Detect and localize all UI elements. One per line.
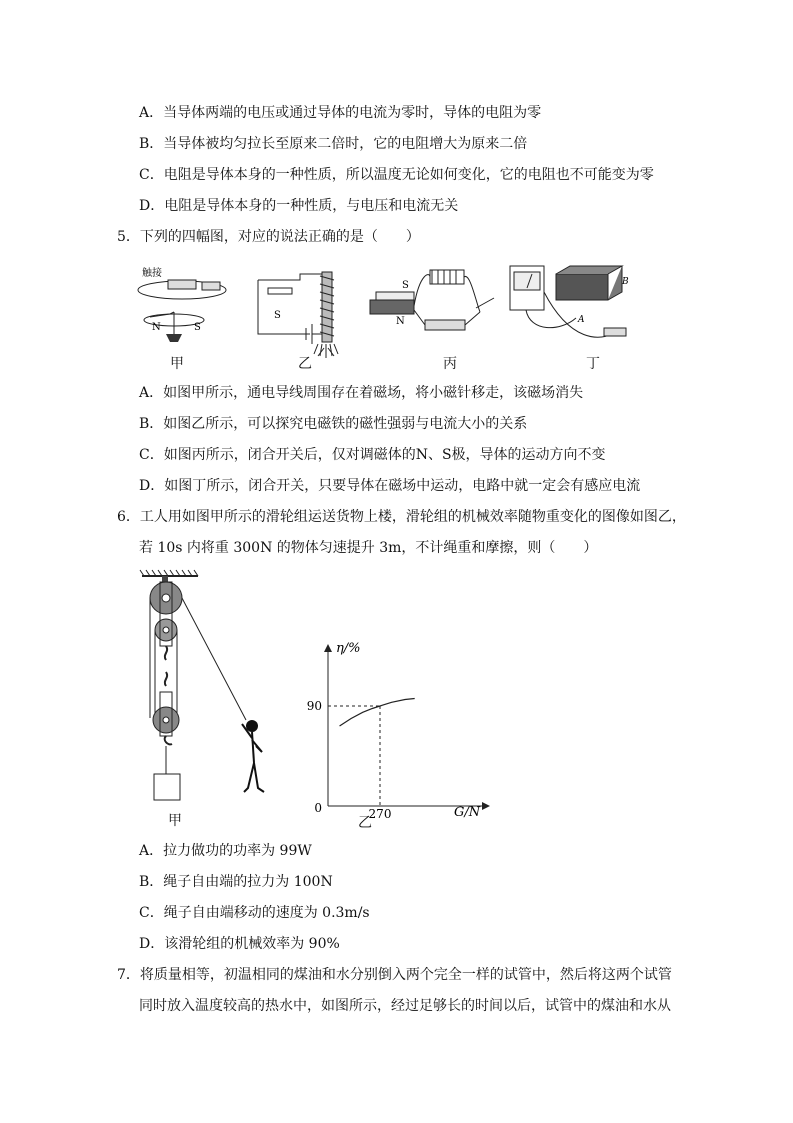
q6-option-b: B．绳子自由端的拉力为 100N (139, 874, 333, 890)
q5-option-a: A．如图甲所示，通电导线周围存在着磁场，将小磁针移走，该磁场消失 (139, 385, 584, 401)
q6-stem-line1: 6．工人用如图甲所示的滑轮组运送货物上楼，滑轮组的机械效率随物重变化的图像如图乙， (117, 509, 686, 525)
label-a: A (578, 315, 585, 325)
x-axis-label: G/N (454, 805, 481, 820)
q6-option-c: C．绳子自由端移动的速度为 0.3m/s (139, 905, 370, 921)
label-touch: 触接 (142, 268, 162, 279)
q5-caption-jia: 甲 (170, 356, 184, 372)
q6-caption-yi: 乙 (358, 815, 372, 831)
label-s: S (194, 322, 201, 333)
figure-yi-electromagnet (258, 272, 338, 358)
y-axis-label: η/% (336, 641, 361, 656)
q7-line1: 7．将质量相等，初温相同的煤油和水分别倒入两个完全一样的试管中，然后将这两个试管 (117, 967, 672, 983)
q5-caption-yi: 乙 (298, 356, 312, 372)
q4-option-d: D．电阻是导体本身的一种性质，与电压和电流无关 (139, 198, 459, 214)
y-tick-label: 90 (306, 699, 322, 713)
q6-caption-jia: 甲 (168, 813, 182, 829)
label-s-2: S (402, 280, 409, 291)
origin-label: 0 (314, 801, 322, 815)
q5-option-b: B．如图乙所示，可以探究电磁铁的磁性强弱与电流大小的关系 (139, 416, 528, 432)
q6-option-a: A．拉力做功的功率为 99W (139, 843, 312, 859)
q4-option-c: C．电阻是导体本身的一种性质，所以温度无论如何变化，它的电阻也不可能变为零 (139, 167, 654, 183)
x-tick-label: 270 (368, 807, 392, 821)
q5-figures (130, 262, 650, 362)
figure-jia-compass-wire (138, 266, 226, 342)
q6-option-d: D．该滑轮组的机械效率为 90% (139, 936, 340, 952)
q5-caption-ding: 丁 (586, 356, 600, 372)
pulley-figure (138, 568, 278, 808)
figure-bing-motor (370, 270, 494, 330)
q5-caption-bing: 丙 (443, 356, 457, 372)
q5-option-c: C．如图丙所示，闭合开关后，仅对调磁体的N、S极，导体的运动方向不变 (139, 447, 606, 463)
efficiency-chart (300, 630, 500, 830)
worker-figure (242, 720, 264, 792)
q5-option-d: D．如图丁所示，闭合开关，只要导体在磁场中运动，电路中就一定会有感应电流 (139, 478, 641, 494)
q6-stem-line2: 若 10s 内将重 300N 的物体匀速提升 3m，不计绳重和摩擦，则（ ） (139, 540, 598, 556)
q4-option-b: B．当导体被均匀拉长至原来二倍时，它的电阻增大为原来二倍 (139, 136, 528, 152)
label-switch: S (274, 310, 281, 321)
q7-line2: 同时放入温度较高的热水中，如图所示，经过足够长的时间以后，试管中的煤油和水从 (139, 998, 671, 1014)
label-n-2: N (396, 316, 405, 327)
label-b: B (622, 277, 629, 287)
figure-ding-induction (510, 266, 629, 337)
q4-option-a: A．当导体两端的电压或通过导体的电流为零时，导体的电阻为零 (139, 105, 542, 121)
label-n: N (152, 322, 161, 333)
q5-stem: 5．下列的四幅图，对应的说法正确的是（ ） (117, 229, 420, 245)
efficiency-curve (340, 699, 415, 727)
